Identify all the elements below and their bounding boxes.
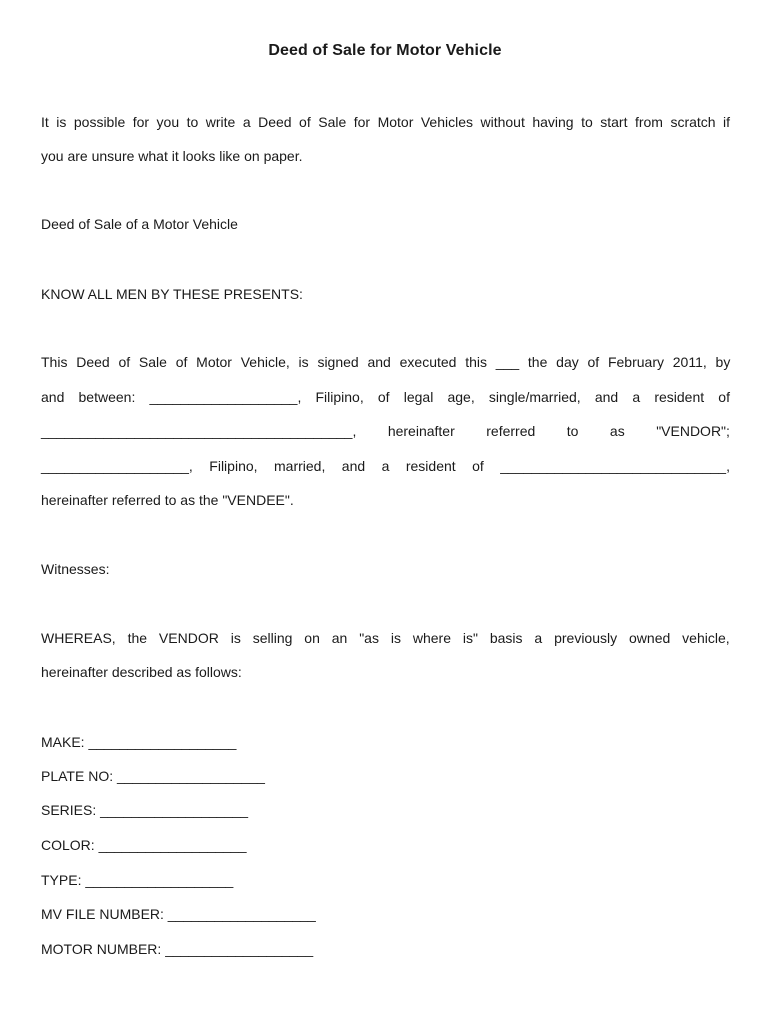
type-field: TYPE: ___________________ xyxy=(41,872,234,888)
know-all-heading: KNOW ALL MEN BY THESE PRESENTS: xyxy=(41,286,303,302)
body-line-1: This Deed of Sale of Motor Vehicle, is signed and executed this ___ the day of February 2011, by xyxy=(41,354,731,370)
deed-subtitle: Deed of Sale of a Motor Vehicle xyxy=(41,216,238,232)
make-field: MAKE: ___________________ xyxy=(41,734,237,750)
whereas-line-2: hereinafter described as follows: xyxy=(41,664,242,680)
mv-file-number-field: MV FILE NUMBER: ___________________ xyxy=(41,906,316,922)
whereas-line-1: WHEREAS, the VENDOR is selling on an "as is where is" basis a previously owned vehicle, xyxy=(41,630,730,646)
body-line-2: and between: ___________________, Filipino, of legal age, single/married, and a resident of xyxy=(41,389,730,405)
intro-line-2: you are unsure what it looks like on paper. xyxy=(41,148,303,164)
motor-number-field: MOTOR NUMBER: ___________________ xyxy=(41,941,314,957)
document-title: Deed of Sale for Motor Vehicle xyxy=(268,42,502,59)
intro-text-1: It is possible for you to write a Deed of Sale for Motor Vehicles without having to start from scratch if xyxy=(41,114,731,130)
intro-line-1 xyxy=(41,113,730,131)
body-line-4: ___________________, Filipino, married, and a resident of _____________________________, xyxy=(41,458,730,474)
series-field: SERIES: ___________________ xyxy=(41,802,249,818)
body-line-5: hereinafter referred to as the "VENDEE". xyxy=(41,492,294,508)
plate-no-field: PLATE NO: ___________________ xyxy=(41,768,265,784)
color-field: COLOR: ___________________ xyxy=(41,837,247,853)
body-line-3: ________________________________________, hereinafter referred to as "VENDOR"; xyxy=(41,423,730,439)
witnesses-label: Witnesses: xyxy=(41,561,110,577)
